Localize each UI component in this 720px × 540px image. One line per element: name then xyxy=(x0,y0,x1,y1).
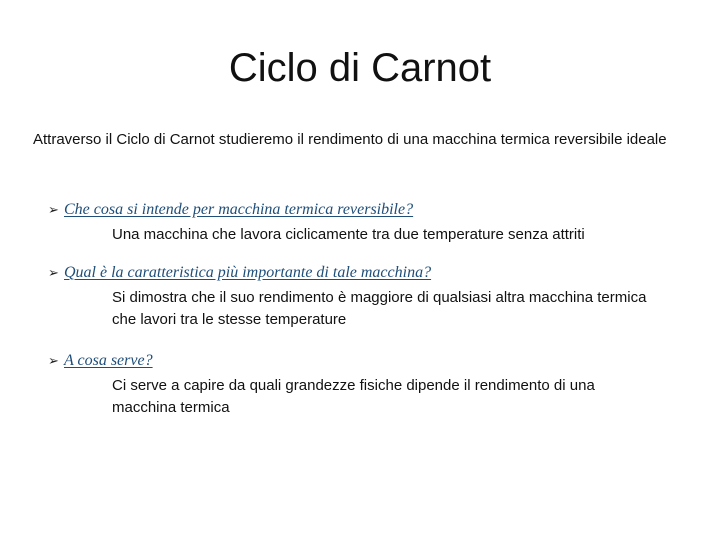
question-block xyxy=(48,350,688,419)
answer-text: Ci serve a capire da quali grandezze fisiche dipende il rendimento di una macchina termica xyxy=(112,377,595,416)
arrow-bullet-icon: ➢ xyxy=(48,203,59,218)
answer-text: Si dimostra che il suo rendimento è maggiore di qualsiasi altra macchina termica che lavori tra le stesse temperature xyxy=(112,289,647,328)
slide-title: Ciclo di Carnot xyxy=(228,46,492,90)
question-line xyxy=(48,262,688,285)
question-link[interactable]: Qual è la caratteristica più importante di tale macchina? xyxy=(64,264,432,281)
intro-paragraph: Attraverso il Ciclo di Carnot studieremo il rendimento di una macchina termica reversibile ideale xyxy=(33,131,667,148)
question-link[interactable]: Che cosa si intende per macchina termica reversibile? xyxy=(64,201,414,218)
arrow-bullet-icon: ➢ xyxy=(48,266,59,281)
answer-text: Una macchina che lavora ciclicamente tra due temperature senza attriti xyxy=(112,226,585,243)
question-block xyxy=(48,262,688,331)
question-line xyxy=(48,350,688,373)
question-link[interactable]: A cosa serve? xyxy=(64,352,153,369)
arrow-bullet-icon: ➢ xyxy=(48,354,59,369)
question-block xyxy=(48,199,688,246)
question-line xyxy=(48,199,688,222)
